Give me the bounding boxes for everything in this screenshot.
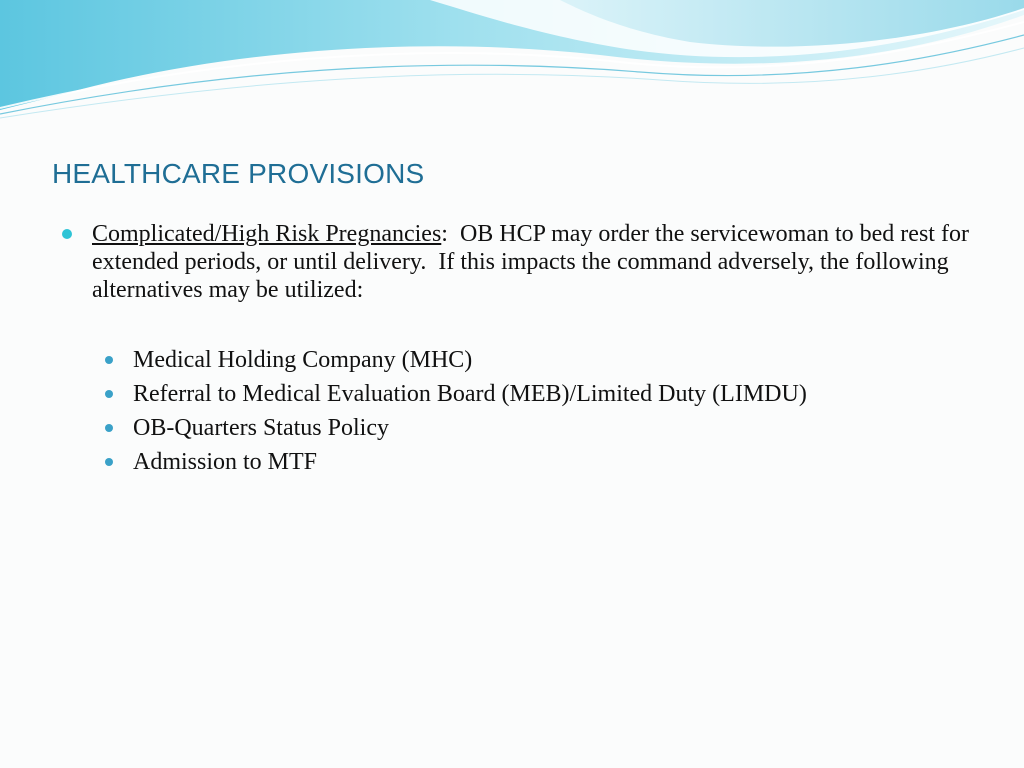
sub-bullet-dot-icon (105, 458, 113, 466)
header-wave-decoration (0, 0, 1024, 130)
slide-content (62, 220, 982, 475)
main-bullet-text: OB HCP may order the servicewoman to bed rest for extended periods, or until delivery. If this impacts the command adversely, the following alternatives may be utilized: (92, 221, 975, 303)
sub-bullet-text: Medical Holding Company (MHC) (133, 347, 473, 373)
sub-bullet-text: Admission to MTF (133, 449, 318, 475)
sub-bullet-item (105, 411, 807, 445)
sub-bullet-dot-icon (105, 424, 113, 432)
sub-bullet-item (105, 343, 807, 377)
main-bullet-item (62, 220, 982, 304)
slide-title: HEALTHCARE PROVISIONS (52, 158, 425, 189)
sub-bullet-item (105, 377, 807, 411)
main-bullet-heading: Complicated/High Risk Pregnancies (92, 221, 442, 247)
sub-bullet-dot-icon (105, 390, 113, 398)
sub-bullet-dot-icon (105, 356, 113, 364)
main-bullet-colon: : (441, 221, 448, 247)
sub-bullet-text: Referral to Medical Evaluation Board (MEB)/Limited Duty (LIMDU) (133, 381, 807, 407)
sub-bullet-text: OB-Quarters Status Policy (133, 415, 389, 441)
bullet-dot-icon (62, 229, 72, 239)
sub-bullet-item (105, 445, 807, 479)
sub-bullet-list (105, 343, 807, 479)
